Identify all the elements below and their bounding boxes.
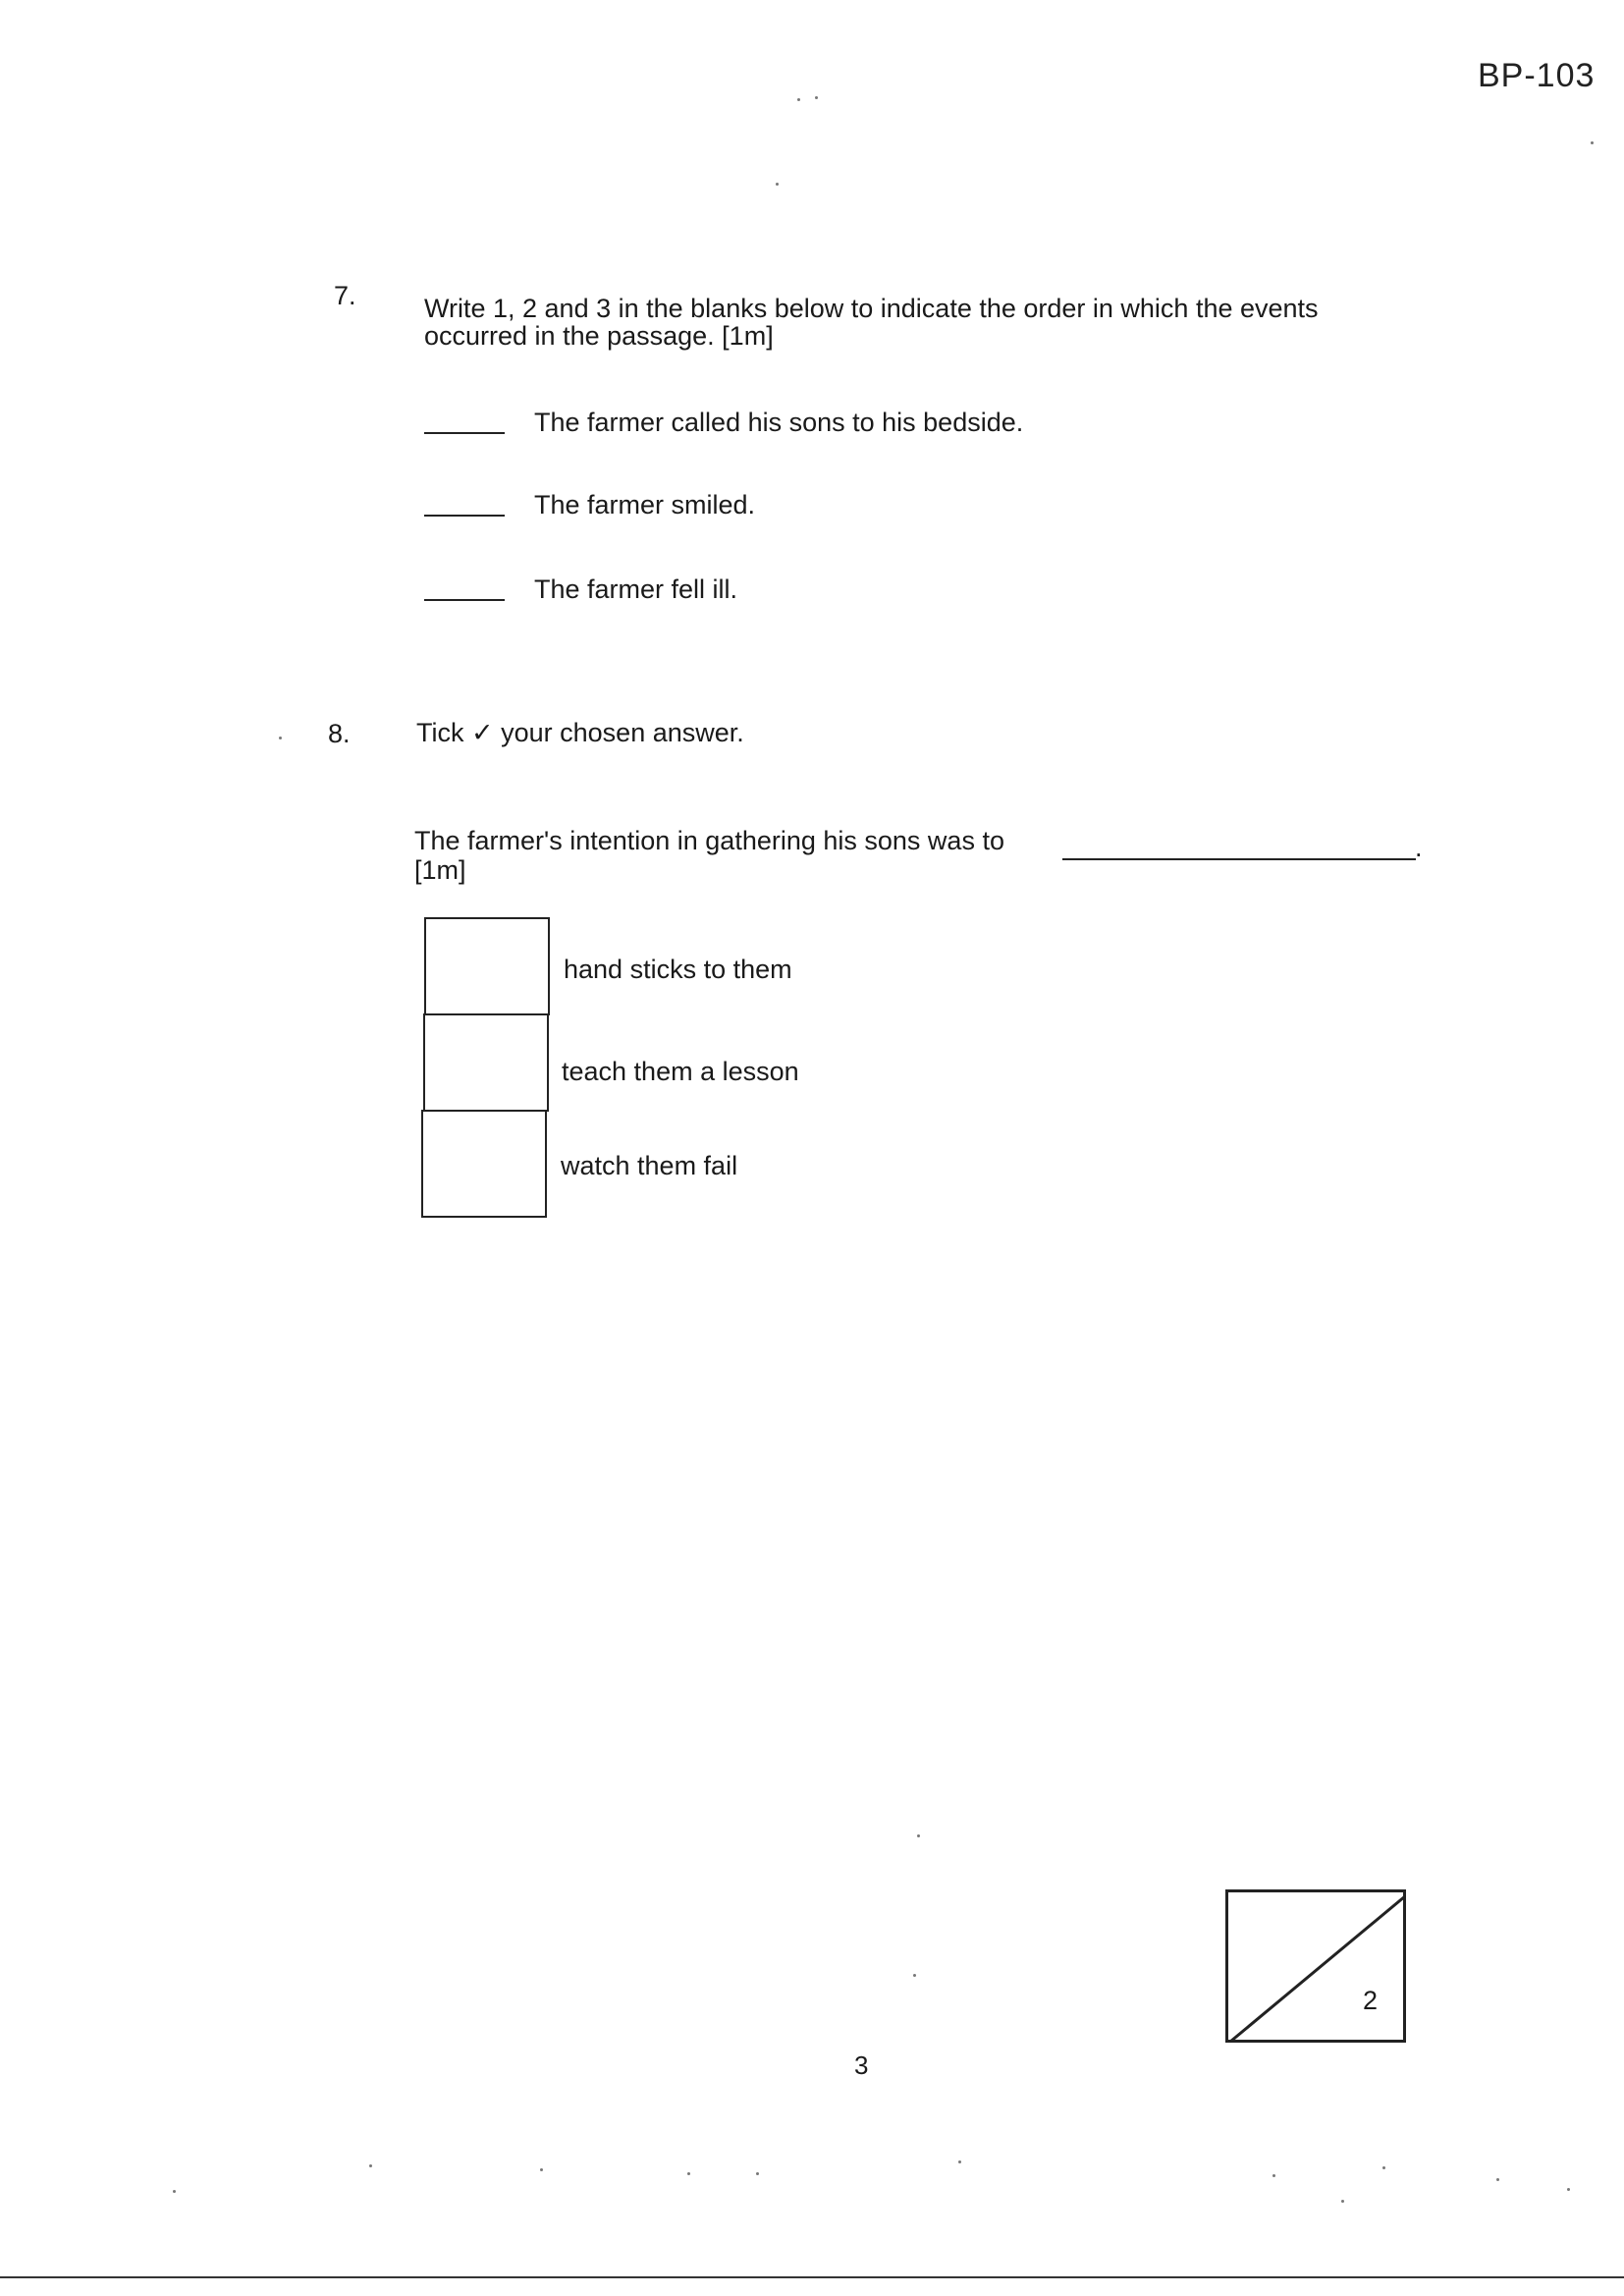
scan-speck: [913, 1974, 916, 1977]
question-8-instruction: Tick ✓ your chosen answer.: [416, 718, 744, 747]
scan-speck: [1341, 2200, 1344, 2203]
scan-speck: [1272, 2174, 1275, 2177]
scan-speck: [797, 98, 800, 101]
event-text: The farmer smiled.: [534, 490, 756, 519]
answer-blank-line: [1062, 858, 1416, 860]
event-text: The farmer called his sons to his bedside.: [534, 408, 1024, 437]
scan-speck: [687, 2172, 690, 2175]
scan-speck: [756, 2172, 759, 2175]
score-box-diagonal: [1228, 1892, 1409, 2046]
event-text: The farmer fell ill.: [534, 574, 738, 604]
scan-speck: [958, 2160, 961, 2163]
tick-box-option-3[interactable]: [421, 1110, 547, 1218]
question-7-prompt-line1: Write 1, 2 and 3 in the blanks below to indicate the order in which the events: [424, 294, 1319, 323]
option-label: teach them a lesson: [562, 1057, 799, 1086]
scan-speck: [540, 2168, 543, 2171]
scan-speck: [1496, 2178, 1499, 2181]
order-blank-2[interactable]: [424, 515, 505, 517]
scan-speck: [1591, 141, 1594, 144]
scan-speck: [776, 183, 779, 186]
scan-speck: [173, 2190, 176, 2193]
event-row: [424, 403, 1023, 438]
option-label: watch them fail: [561, 1151, 738, 1180]
question-7-prompt-line2: occurred in the passage. [1m]: [424, 321, 774, 351]
scan-speck: [279, 737, 282, 739]
scan-speck: [1567, 2188, 1570, 2191]
option-label: hand sticks to them: [564, 955, 792, 984]
page-number: 3: [854, 2050, 869, 2080]
tick-box-option-2[interactable]: [423, 1013, 549, 1112]
paper-code: BP-103: [1478, 57, 1596, 94]
order-blank-3[interactable]: [424, 599, 505, 601]
scan-speck: [917, 1834, 920, 1837]
scan-speck: [369, 2164, 372, 2167]
scan-speck: [815, 96, 818, 99]
score-value: 2: [1362, 1986, 1378, 2015]
question-7-number: 7.: [334, 281, 356, 310]
tick-box-option-1[interactable]: [424, 917, 550, 1015]
question-8-number: 8.: [328, 719, 351, 748]
bottom-rule: [0, 2276, 1624, 2278]
event-row: [424, 485, 755, 520]
event-row: [424, 570, 737, 605]
question-8-stem-line2: [1m]: [414, 855, 466, 885]
order-blank-1[interactable]: [424, 432, 505, 434]
stem-period: .: [1415, 833, 1423, 862]
score-box: [1225, 1889, 1406, 2043]
scan-speck: [1382, 2166, 1385, 2169]
question-8-stem-line1: The farmer's intention in gathering his sons was to: [414, 826, 1004, 855]
